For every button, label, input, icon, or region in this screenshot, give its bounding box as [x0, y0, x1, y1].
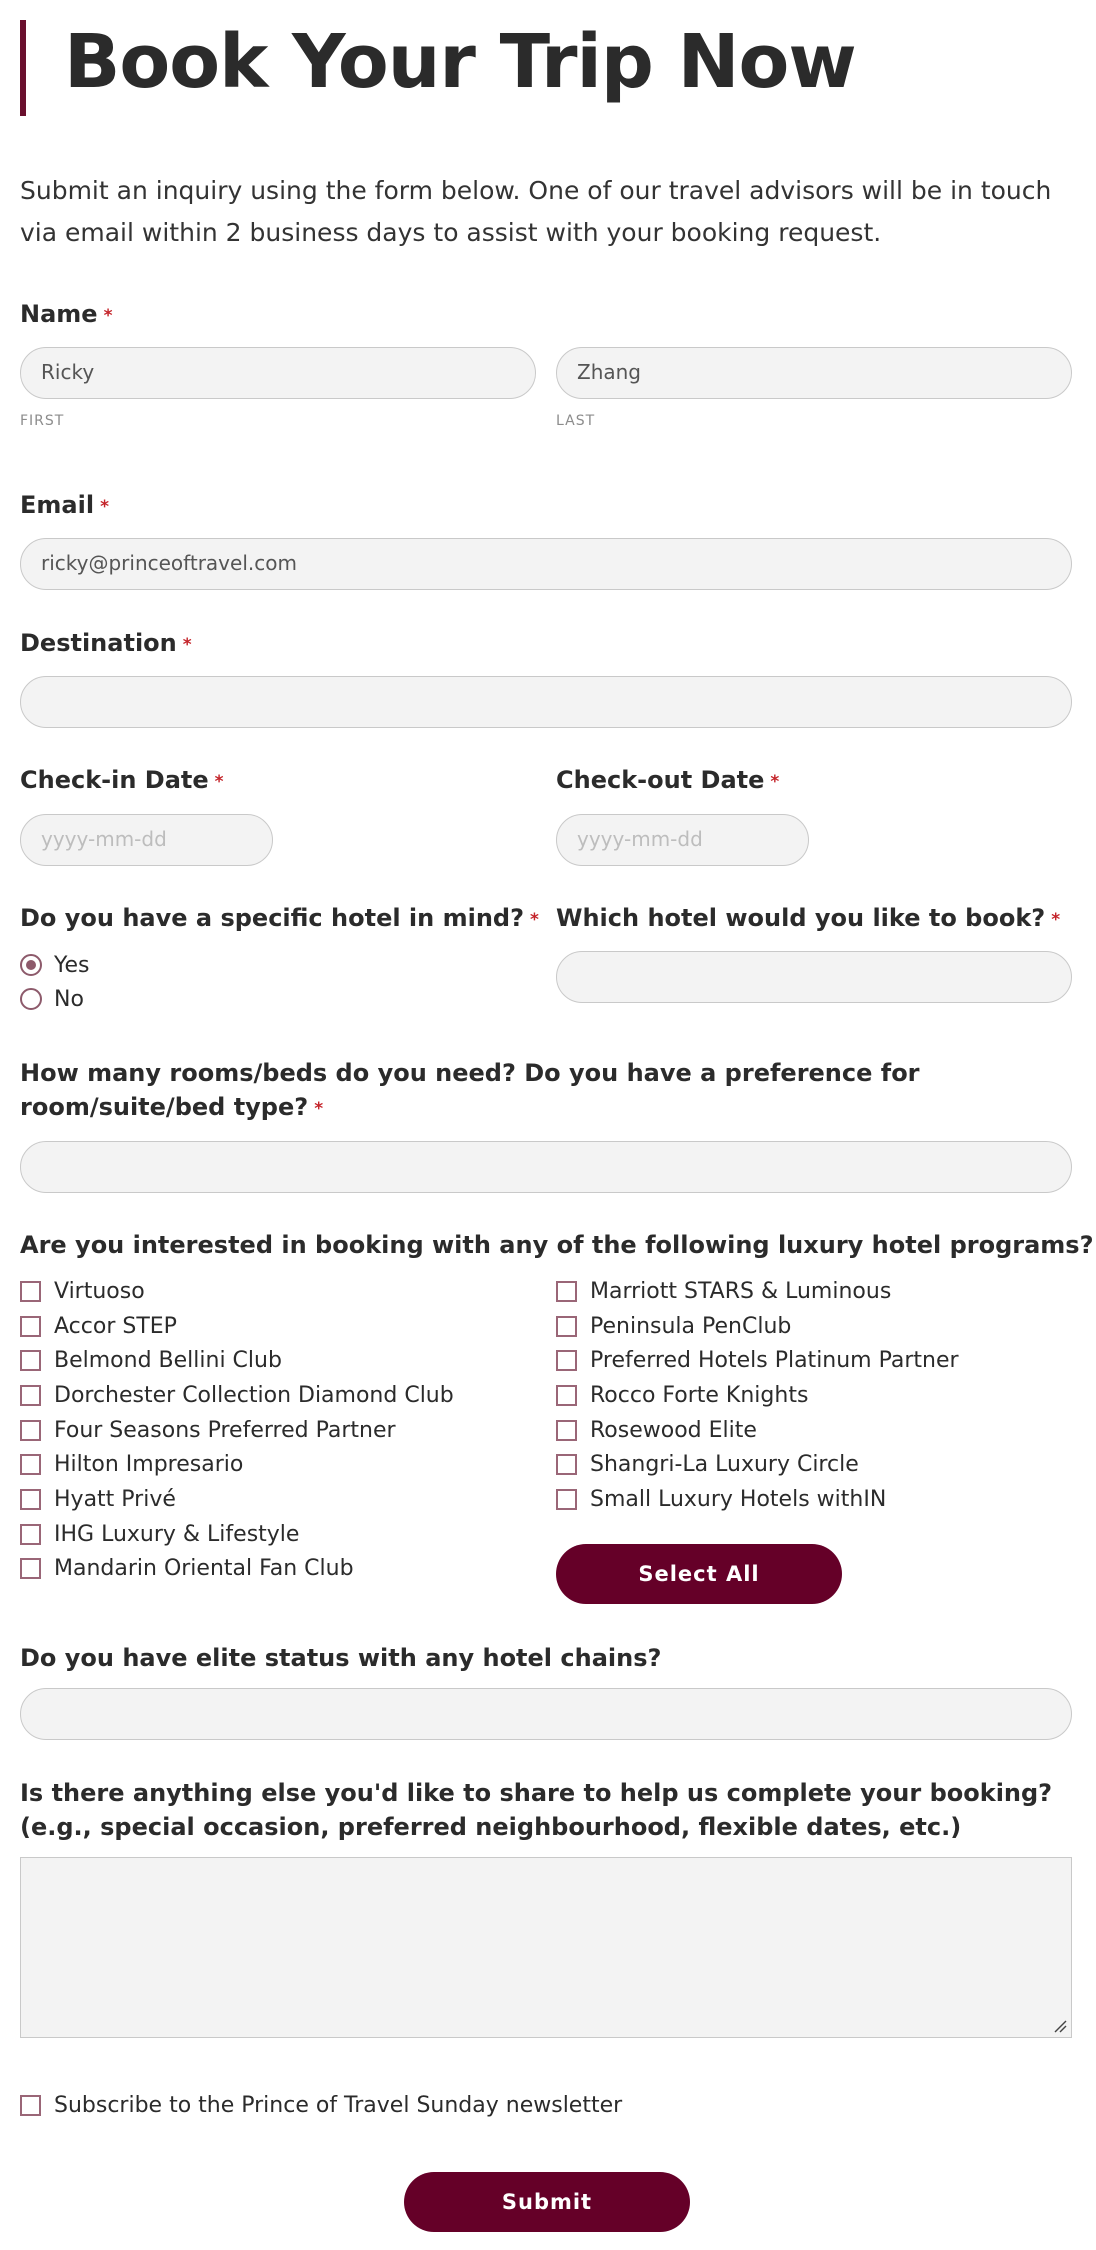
checkbox-rocco-forte[interactable]: Rocco Forte Knights	[556, 1380, 808, 1410]
email-label: Email *	[20, 491, 109, 519]
required-asterisk: *	[314, 1099, 324, 1119]
select-all-button[interactable]: Select All	[556, 1544, 842, 1604]
checkbox-rosewood[interactable]: Rosewood Elite	[556, 1415, 757, 1445]
required-asterisk: *	[770, 772, 780, 792]
checkin-date-input[interactable]: yyyy-mm-dd	[20, 814, 273, 866]
email-input[interactable]: ricky@princeoftravel.com	[20, 538, 1072, 590]
required-asterisk: *	[100, 497, 109, 517]
checkbox-slh[interactable]: Small Luxury Hotels withIN	[556, 1484, 886, 1514]
checkbox-preferred[interactable]: Preferred Hotels Platinum Partner	[556, 1345, 959, 1375]
destination-input[interactable]	[20, 676, 1072, 728]
intro-text: Submit an inquiry using the form below. One of our travel advisors will be in touch via email within 2 business days to assist with your booking request.	[20, 176, 1052, 247]
rooms-input[interactable]	[20, 1141, 1072, 1193]
checkbox-icon[interactable]	[556, 1489, 577, 1510]
checkbox-icon[interactable]	[556, 1420, 577, 1441]
first-sublabel: FIRST	[20, 413, 65, 429]
last-name-input[interactable]: Zhang	[556, 347, 1072, 399]
checkbox-mandarin[interactable]: Mandarin Oriental Fan Club	[20, 1553, 354, 1583]
first-name-input[interactable]: Ricky	[20, 347, 536, 399]
specific-hotel-label: Do you have a specific hotel in mind? *	[20, 904, 539, 932]
checkbox-hilton[interactable]: Hilton Impresario	[20, 1449, 243, 1479]
checkout-label: Check-out Date *	[556, 766, 780, 794]
checkbox-hyatt[interactable]: Hyatt Privé	[20, 1484, 176, 1514]
title-accent-bar	[20, 20, 856, 116]
required-asterisk: *	[530, 910, 539, 930]
required-asterisk: *	[1051, 910, 1061, 930]
checkbox-peninsula[interactable]: Peninsula PenClub	[556, 1311, 791, 1341]
radio-empty-icon[interactable]	[20, 988, 42, 1010]
elite-label: Do you have elite status with any hotel chains?	[20, 1644, 662, 1672]
resize-grip-icon[interactable]	[1053, 2019, 1067, 2033]
checkbox-icon[interactable]	[556, 1316, 577, 1337]
destination-label: Destination *	[20, 629, 192, 657]
radio-selected-icon[interactable]	[20, 954, 42, 976]
checkbox-icon[interactable]	[20, 1489, 41, 1510]
required-asterisk: *	[214, 772, 224, 792]
checkbox-dorchester[interactable]: Dorchester Collection Diamond Club	[20, 1380, 454, 1410]
newsletter-checkbox[interactable]: Subscribe to the Prince of Travel Sunday newsletter	[20, 2090, 622, 2120]
checkbox-icon[interactable]	[20, 1454, 41, 1475]
checkbox-virtuoso[interactable]: Virtuoso	[20, 1276, 145, 1306]
checkbox-marriott[interactable]: Marriott STARS & Luminous	[556, 1276, 891, 1306]
checkbox-accor-step[interactable]: Accor STEP	[20, 1311, 177, 1341]
checkbox-icon[interactable]	[20, 1316, 41, 1337]
programs-label: Are you interested in booking with any of the following luxury hotel programs?	[20, 1231, 1094, 1259]
elite-input[interactable]	[20, 1688, 1072, 1740]
checkbox-four-seasons[interactable]: Four Seasons Preferred Partner	[20, 1415, 396, 1445]
checkbox-icon[interactable]	[556, 1281, 577, 1302]
last-sublabel: LAST	[556, 413, 596, 429]
checkbox-icon[interactable]	[20, 2095, 41, 2116]
checkbox-icon[interactable]	[556, 1350, 577, 1371]
other-label: Is there anything else you'd like to share to help us complete your booking? (e.g., special occasion, preferred neighbourhood, flexible dates, etc.)	[20, 1779, 1053, 1841]
checkbox-icon[interactable]	[556, 1385, 577, 1406]
checkbox-shangri-la[interactable]: Shangri-La Luxury Circle	[556, 1449, 859, 1479]
required-asterisk: *	[182, 635, 192, 655]
checkbox-icon[interactable]	[20, 1558, 41, 1579]
radio-yes[interactable]: Yes	[20, 950, 90, 980]
which-hotel-input[interactable]	[556, 951, 1072, 1003]
checkin-label: Check-in Date *	[20, 766, 224, 794]
submit-button[interactable]: Submit	[404, 2172, 690, 2232]
required-asterisk: *	[103, 306, 113, 326]
checkbox-icon[interactable]	[20, 1524, 41, 1545]
other-textarea[interactable]	[20, 1857, 1072, 2038]
rooms-label: How many rooms/beds do you need? Do you have a preference for room/suite/bed type? *	[20, 1059, 920, 1121]
which-hotel-label: Which hotel would you like to book? *	[556, 904, 1061, 932]
checkout-date-input[interactable]: yyyy-mm-dd	[556, 814, 809, 866]
checkbox-icon[interactable]	[20, 1385, 41, 1406]
name-label: Name *	[20, 300, 113, 328]
checkbox-icon[interactable]	[20, 1281, 41, 1302]
checkbox-icon[interactable]	[556, 1454, 577, 1475]
page-title: Book Your Trip Now	[64, 19, 856, 105]
checkbox-ihg[interactable]: IHG Luxury & Lifestyle	[20, 1519, 299, 1549]
radio-no[interactable]: No	[20, 984, 84, 1014]
checkbox-icon[interactable]	[20, 1420, 41, 1441]
checkbox-belmond[interactable]: Belmond Bellini Club	[20, 1345, 282, 1375]
checkbox-icon[interactable]	[20, 1350, 41, 1371]
